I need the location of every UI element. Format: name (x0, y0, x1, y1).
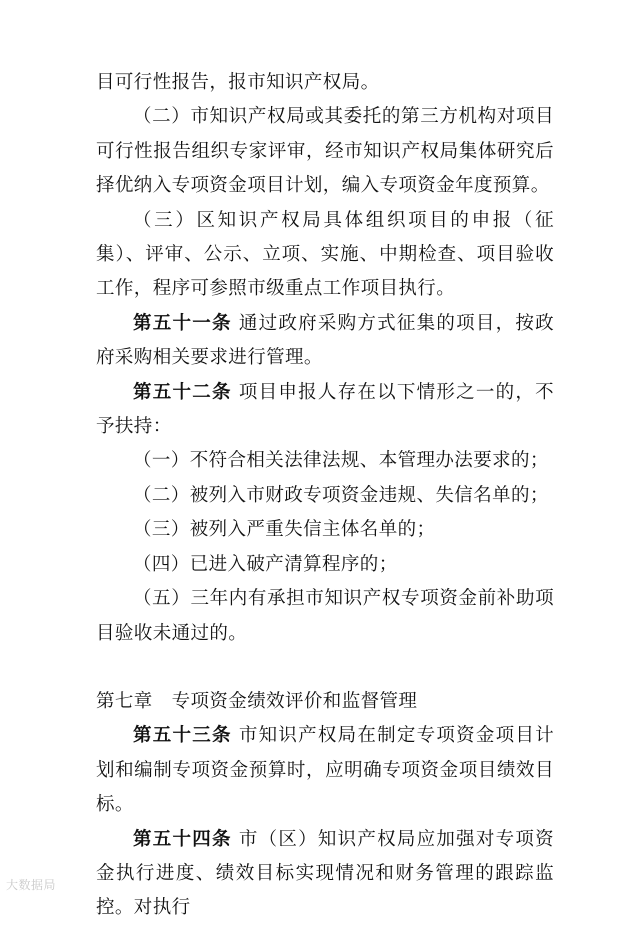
document-page (96, 66, 554, 926)
paragraph-continuation: 目可行性报告，报市知识产权局。 (96, 72, 380, 93)
article-53-text: 市知识产权局在制定专项资金项目计划和编制专项资金预算时，应明确专项资金项目绩效目标。 (96, 725, 554, 816)
article-54-text: 市（区）知识产权局应加强对专项资金执行进度、绩效目标实现情况和财务管理的跟踪监控。对执行 (96, 828, 554, 919)
paragraph-item-3: （三）区知识产权局具体组织项目的申报（征集）、评审、公示、立项、实施、中期检查、项目验收工作，程序可参照市级重点工作项目执行。 (96, 209, 554, 300)
article-54-heading: 第五十四条 (133, 828, 232, 850)
article-51-heading: 第五十一条 (133, 312, 232, 334)
article-52 (96, 376, 554, 445)
list-item-1: （一）不符合相关法律法规、本管理办法要求的； (133, 450, 549, 472)
article-52-heading: 第五十二条 (133, 381, 232, 403)
list-item-2: （二）被列入市财政专项资金违规、失信名单的； (133, 484, 549, 506)
watermark: 大数据局 (6, 878, 57, 892)
article-53 (96, 719, 554, 822)
list-item-5: （五）三年内有承担市知识产权专项资金前补助项目验收未通过的。 (96, 588, 554, 644)
article-53-heading: 第五十三条 (133, 725, 232, 747)
chapter-heading: 第七章 专项资金绩效评价和监督管理 (96, 690, 418, 712)
list-item-4: （四）已进入破产清算程序的； (133, 553, 398, 575)
article-51-text: 通过政府采购方式征集的项目，按政府采购相关要求进行管理。 (96, 312, 554, 369)
article-54 (96, 823, 554, 926)
list-item-3: （三）被列入严重失信主体名单的； (133, 519, 436, 541)
article-51 (96, 307, 554, 376)
article-52-text: 项目申报人存在以下情形之一的，不予扶持： (96, 381, 554, 438)
paragraph-item-2: （二）市知识产权局或其委托的第三方机构对项目可行性报告组织专家评审，经市知识产权局集体研究后择优纳入专项资金项目计划，编入专项资金年度预算。 (96, 106, 554, 197)
